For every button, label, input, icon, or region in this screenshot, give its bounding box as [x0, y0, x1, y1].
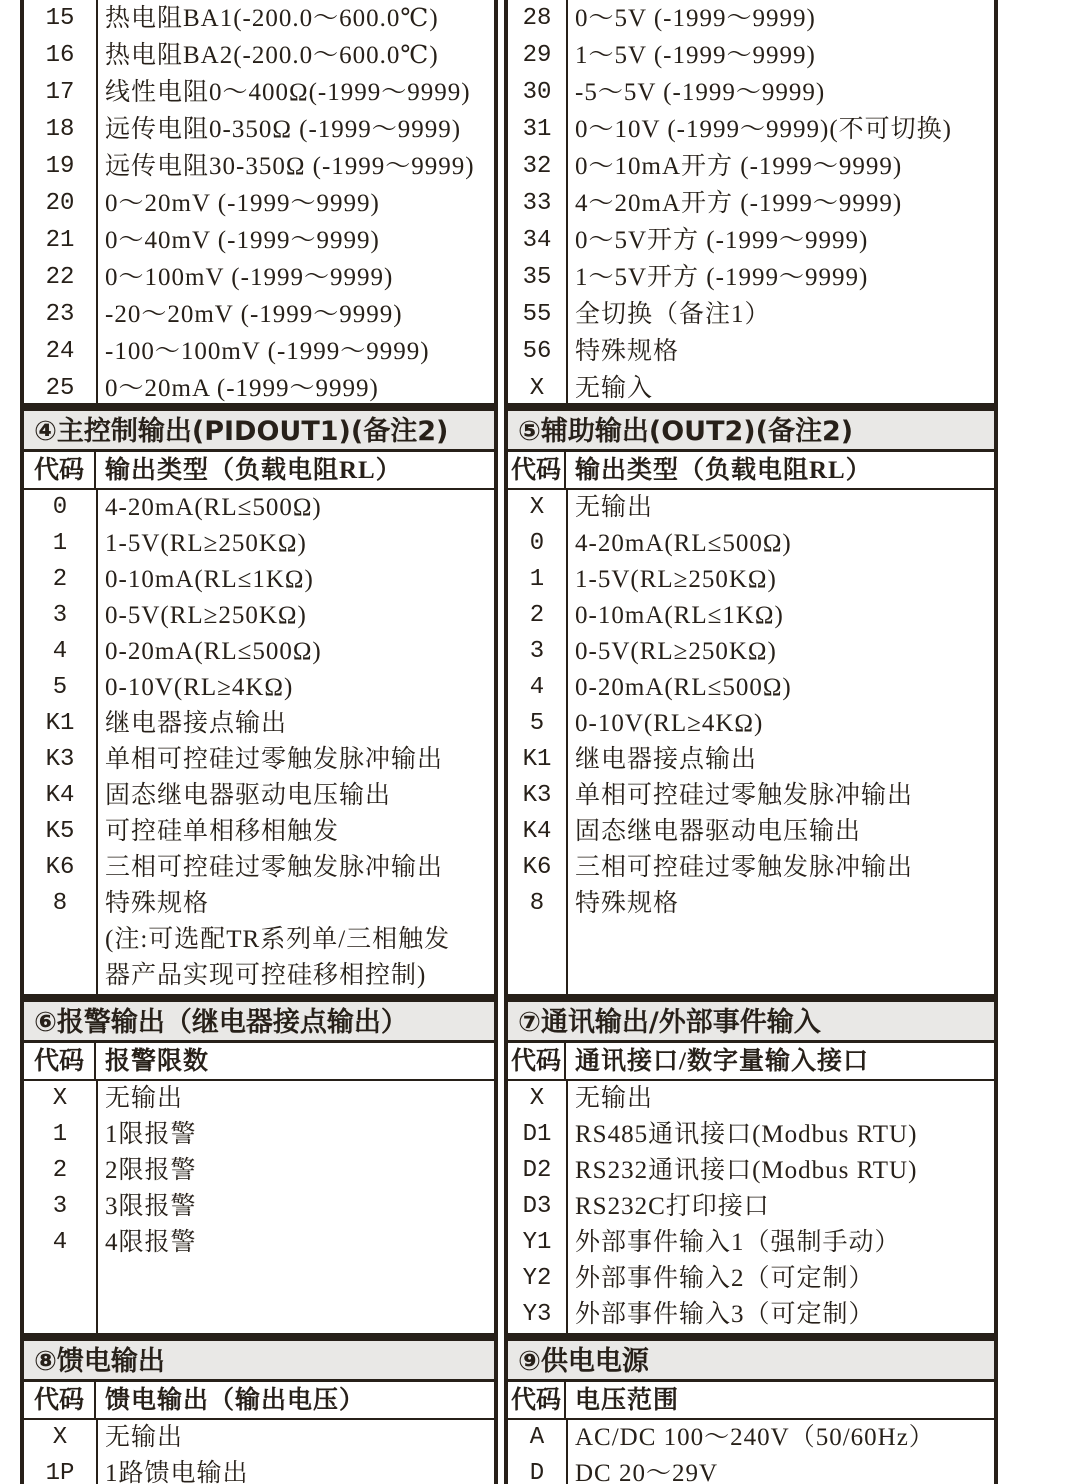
code-cell: 1: [529, 566, 545, 593]
table-row: [24, 1117, 494, 1153]
desc-column-header: 通讯接口/数字量输入接口: [575, 1048, 869, 1075]
code-cell: 1: [52, 530, 68, 557]
code-cell: K4: [45, 782, 75, 809]
desc-cell: 4限报警: [105, 1229, 197, 1256]
desc-cell: RS232通讯接口(Modbus RTU): [575, 1157, 918, 1184]
code-cell: 29: [522, 42, 552, 69]
table-row: [508, 886, 994, 922]
section-title-power-supply: ⑨供电电源: [508, 1341, 994, 1382]
table-row: [508, 185, 994, 222]
desc-cell: 1路馈电输出: [105, 1460, 249, 1484]
code-cell: 2: [52, 1157, 68, 1184]
code-cell: 5: [52, 674, 68, 701]
code-column-header: 代码: [508, 1382, 566, 1418]
desc-column-header: 输出类型（负载电阻RL）: [575, 457, 872, 484]
table-row: [24, 562, 494, 598]
desc-column-header: 报警限数: [105, 1048, 210, 1075]
desc-cell: (注:可选配TR系列单/三相触发: [105, 926, 451, 953]
code-cell: 5: [529, 710, 545, 737]
table-row: [24, 886, 494, 922]
code-cell: 4: [52, 1229, 68, 1256]
section-comm-output: [504, 998, 998, 1337]
code-cell: 17: [45, 79, 75, 106]
code-cell: 3: [52, 1193, 68, 1220]
table-row: [24, 670, 494, 706]
table-row: [24, 1189, 494, 1225]
table-row: [24, 222, 494, 259]
code-cell: 4: [529, 674, 545, 701]
code-cell: 31: [522, 116, 552, 143]
table-row: [508, 1117, 994, 1153]
desc-cell: 0～40mV (-1999～9999): [105, 227, 380, 254]
table-row: [24, 370, 494, 407]
desc-cell: RS485通讯接口(Modbus RTU): [575, 1121, 918, 1148]
code-cell: [24, 922, 96, 958]
table-row: [508, 526, 994, 562]
code-cell: 19: [45, 153, 75, 180]
table-row: [508, 0, 994, 37]
table-row: [508, 814, 994, 850]
table-row: [508, 1297, 994, 1333]
table-row: [24, 598, 494, 634]
desc-cell: 2限报警: [105, 1157, 197, 1184]
table-row: [24, 37, 494, 74]
code-cell: 35: [522, 264, 552, 291]
desc-cell: 0-20mA(RL≤500Ω): [105, 638, 322, 665]
desc-cell: 继电器接点输出: [575, 746, 758, 773]
table-row: [508, 296, 994, 333]
desc-cell: 0～20mA (-1999～9999): [105, 375, 379, 402]
selection-table: [20, 0, 998, 1484]
table-row: [24, 958, 494, 994]
desc-column-header: 馈电输出（输出电压）: [105, 1387, 366, 1414]
desc-cell: 0～100mV (-1999～9999): [105, 264, 394, 291]
table-row: [508, 37, 994, 74]
desc-cell: 外部事件输入3（可定制）: [575, 1301, 875, 1328]
code-cell: K6: [522, 854, 552, 881]
desc-cell: 0-5V(RL≥250KΩ): [575, 638, 777, 665]
code-cell: 30: [522, 79, 552, 106]
code-cell: Y2: [522, 1265, 552, 1292]
table-row: [508, 74, 994, 111]
code-cell: 1P: [45, 1460, 75, 1484]
table-row: [508, 333, 994, 370]
column-headers: [508, 1043, 994, 1081]
desc-cell: 0-10mA(RL≤1KΩ): [105, 566, 314, 593]
table-row: [508, 598, 994, 634]
desc-cell: 1限报警: [105, 1121, 197, 1148]
table-row: [24, 526, 494, 562]
desc-cell: 4-20mA(RL≤500Ω): [105, 494, 322, 521]
section-aux-output: [504, 407, 998, 998]
section-title-aux-output: ⑤辅助输出(OUT2)(备注2): [508, 411, 994, 452]
desc-cell: 全切换（备注1）: [575, 301, 771, 328]
table-row: [508, 634, 994, 670]
code-column-header: 代码: [508, 452, 566, 488]
section-power-supply: [504, 1337, 998, 1484]
desc-cell: 远传电阻0-350Ω (-1999～9999): [105, 116, 462, 143]
column-headers: [508, 1382, 994, 1420]
table-row: [24, 1081, 494, 1117]
code-cell: K3: [45, 746, 75, 773]
table-row: [508, 1420, 994, 1456]
desc-cell: 热电阻BA2(-200.0～600.0℃): [105, 42, 439, 69]
table-row: [24, 922, 494, 958]
table-row: [24, 706, 494, 742]
desc-cell: 三相可控硅过零触发脉冲输出: [575, 854, 914, 881]
code-cell: 3: [529, 638, 545, 665]
code-column-header: 代码: [508, 1043, 566, 1079]
code-cell: 34: [522, 227, 552, 254]
desc-cell: 0～5V开方 (-1999～9999): [575, 227, 869, 254]
table-row: [24, 1456, 494, 1484]
section-main-control-output: [20, 407, 498, 998]
input-type-table-left: [20, 0, 498, 407]
table-row: [508, 490, 994, 526]
table-row: [508, 1189, 994, 1225]
code-cell: X: [52, 1424, 68, 1451]
desc-cell: 固态继电器驱动电压输出: [575, 818, 862, 845]
desc-cell: 热电阻BA1(-200.0～600.0℃): [105, 5, 439, 32]
desc-cell: 无输出: [105, 1085, 184, 1112]
desc-cell: 3限报警: [105, 1193, 197, 1220]
column-headers: [24, 1043, 494, 1081]
table-row: [508, 111, 994, 148]
table-row: [508, 778, 994, 814]
table-row: [24, 1153, 494, 1189]
table-left-column: [20, 0, 498, 1484]
code-cell: 20: [45, 190, 75, 217]
desc-cell: 0～10mA开方 (-1999～9999): [575, 153, 903, 180]
desc-cell: 特殊规格: [575, 338, 680, 365]
code-cell: 16: [45, 42, 75, 69]
input-type-table-right: [504, 0, 998, 407]
table-row: [508, 1081, 994, 1117]
table-row: [508, 562, 994, 598]
desc-cell: 继电器接点输出: [105, 710, 288, 737]
table-row: [24, 296, 494, 333]
desc-cell: DC 20～29V: [575, 1460, 719, 1484]
table-row: [508, 742, 994, 778]
code-cell: 24: [45, 338, 75, 365]
table-row: [508, 850, 994, 886]
code-cell: 23: [45, 301, 75, 328]
code-cell: X: [529, 494, 545, 521]
code-cell: D1: [522, 1121, 552, 1148]
desc-cell: 单相可控硅过零触发脉冲输出: [575, 782, 914, 809]
code-cell: 4: [52, 638, 68, 665]
desc-cell: 0～20mV (-1999～9999): [105, 190, 380, 217]
table-row: [24, 259, 494, 296]
desc-cell: 1～5V (-1999～9999): [575, 42, 816, 69]
table-right-column: [504, 0, 998, 1484]
desc-cell: 1-5V(RL≥250KΩ): [105, 530, 307, 557]
desc-cell: -20～20mV (-1999～9999): [105, 301, 403, 328]
column-headers: [24, 452, 494, 490]
desc-cell: 固态继电器驱动电压输出: [105, 782, 392, 809]
code-cell: K1: [45, 710, 75, 737]
code-cell: 15: [45, 5, 75, 32]
code-cell: D2: [522, 1157, 552, 1184]
column-headers: [508, 452, 994, 490]
table-row: [24, 0, 494, 37]
code-cell: 0: [529, 530, 545, 557]
code-cell: 55: [522, 301, 552, 328]
code-cell: 0: [52, 494, 68, 521]
code-cell: 25: [45, 375, 75, 402]
desc-cell: 特殊规格: [105, 890, 210, 917]
desc-cell: 特殊规格: [575, 890, 680, 917]
table-row: [24, 1420, 494, 1456]
code-cell: 32: [522, 153, 552, 180]
desc-cell: AC/DC 100～240V（50/60Hz）: [575, 1424, 935, 1451]
section-body: [508, 490, 994, 994]
code-cell: 8: [52, 890, 68, 917]
section-title-alarm-output: ⑥报警输出（继电器接点输出）: [24, 1002, 494, 1043]
code-cell: 2: [52, 566, 68, 593]
code-cell: [24, 958, 96, 994]
table-row: [508, 1153, 994, 1189]
desc-cell: 0～5V (-1999～9999): [575, 5, 816, 32]
code-cell: Y3: [522, 1301, 552, 1328]
section-feed-output: [20, 1337, 498, 1484]
section-alarm-output: [20, 998, 498, 1337]
code-cell: X: [529, 375, 545, 402]
code-cell: 8: [529, 890, 545, 917]
code-column-header: 代码: [24, 1043, 96, 1079]
desc-cell: 1-5V(RL≥250KΩ): [575, 566, 777, 593]
desc-cell: 0-10V(RL≥4KΩ): [575, 710, 764, 737]
desc-cell: 0-10V(RL≥4KΩ): [105, 674, 294, 701]
desc-column-header: 输出类型（负载电阻RL）: [105, 457, 402, 484]
desc-cell: RS232C打印接口: [575, 1193, 770, 1220]
table-row: [24, 148, 494, 185]
code-cell: A: [529, 1424, 545, 1451]
table-row: [508, 670, 994, 706]
code-cell: 2: [529, 602, 545, 629]
table-row: [24, 814, 494, 850]
desc-cell: 0-5V(RL≥250KΩ): [105, 602, 307, 629]
desc-cell: 外部事件输入1（强制手动）: [575, 1229, 901, 1256]
section-title-comm-output: ⑦通讯输出/外部事件输入: [508, 1002, 994, 1043]
code-cell: D: [529, 1460, 545, 1484]
table-row: [508, 1261, 994, 1297]
desc-cell: 远传电阻30-350Ω (-1999～9999): [105, 153, 475, 180]
table-row: [24, 1225, 494, 1261]
table-row: [24, 185, 494, 222]
table-row: [508, 1456, 994, 1484]
desc-cell: -5～5V (-1999～9999): [575, 79, 826, 106]
code-cell: K4: [522, 818, 552, 845]
code-cell: 1: [52, 1121, 68, 1148]
desc-cell: 0～10V (-1999～9999)(不可切换): [575, 116, 952, 143]
code-cell: K3: [522, 782, 552, 809]
code-cell: Y1: [522, 1229, 552, 1256]
code-column-header: 代码: [24, 452, 96, 488]
table-row: [508, 222, 994, 259]
desc-cell: 线性电阻0～400Ω(-1999～9999): [105, 79, 471, 106]
section-body: [508, 1081, 994, 1333]
desc-cell: 三相可控硅过零触发脉冲输出: [105, 854, 444, 881]
code-cell: 21: [45, 227, 75, 254]
desc-cell: 1～5V开方 (-1999～9999): [575, 264, 869, 291]
desc-cell: 无输出: [105, 1424, 184, 1451]
code-cell: D3: [522, 1193, 552, 1220]
desc-cell: 0-20mA(RL≤500Ω): [575, 674, 792, 701]
code-cell: 22: [45, 264, 75, 291]
code-cell: K6: [45, 854, 75, 881]
desc-cell: 无输出: [575, 494, 654, 521]
section-body: [24, 1081, 494, 1333]
desc-cell: 单相可控硅过零触发脉冲输出: [105, 746, 444, 773]
table-row: [24, 74, 494, 111]
section-body: [24, 1420, 494, 1484]
section-body: [508, 1420, 994, 1484]
code-cell: 56: [522, 338, 552, 365]
column-headers: [24, 1382, 494, 1420]
section-body: [24, 490, 494, 994]
section-title-feed-output: ⑧馈电输出: [24, 1341, 494, 1382]
code-cell: X: [529, 1085, 545, 1112]
desc-cell: 4～20mA开方 (-1999～9999): [575, 190, 903, 217]
table-row: [24, 634, 494, 670]
table-row: [508, 1225, 994, 1261]
section-title-main-control-output: ④主控制输出(PIDOUT1)(备注2): [24, 411, 494, 452]
desc-cell: 器产品实现可控硅移相控制): [105, 962, 427, 989]
desc-cell: 外部事件输入2（可定制）: [575, 1265, 875, 1292]
code-cell: 3: [52, 602, 68, 629]
desc-cell: 4-20mA(RL≤500Ω): [575, 530, 792, 557]
table-row: [24, 111, 494, 148]
table-row: [508, 259, 994, 296]
desc-cell: 无输出: [575, 1085, 654, 1112]
code-cell: K1: [522, 746, 552, 773]
desc-cell: 无输入: [575, 375, 654, 402]
desc-cell: 0-10mA(RL≤1KΩ): [575, 602, 784, 629]
code-cell: X: [52, 1085, 68, 1112]
desc-cell: -100～100mV (-1999～9999): [105, 338, 430, 365]
table-row: [508, 148, 994, 185]
code-cell: 28: [522, 5, 552, 32]
table-row: [24, 333, 494, 370]
code-column-header: 代码: [24, 1382, 96, 1418]
table-row: [24, 490, 494, 526]
code-cell: 33: [522, 190, 552, 217]
table-row: [508, 706, 994, 742]
table-row: [24, 742, 494, 778]
table-row: [508, 370, 994, 407]
code-cell: 18: [45, 116, 75, 143]
table-row: [24, 778, 494, 814]
table-row: [24, 850, 494, 886]
code-cell: K5: [45, 818, 75, 845]
desc-column-header: 电压范围: [575, 1387, 680, 1414]
desc-cell: 可控硅单相移相触发: [105, 818, 340, 845]
